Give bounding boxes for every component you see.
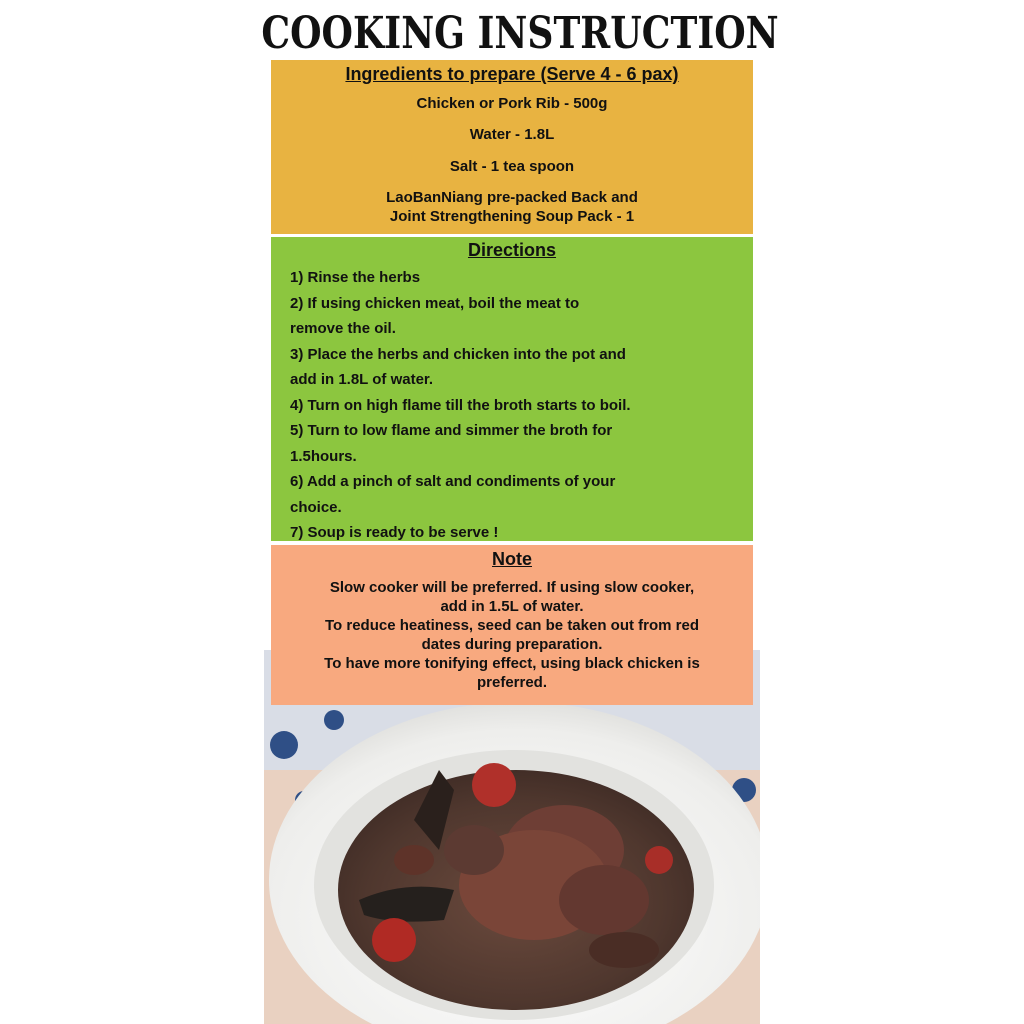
direction-line: add in 1.8L of water. (290, 371, 434, 388)
ingredient-item: LaoBanNiang pre-packed Back and (386, 189, 638, 206)
direction-line: 4) Turn on high flame till the broth starts to boil. (290, 396, 631, 414)
ingredients-heading: Ingredients to prepare (Serve 4 - 6 pax) (345, 64, 679, 84)
note-panel (271, 545, 753, 705)
direction-line: 6) Add a pinch of salt and condiments of your (290, 473, 616, 490)
direction-line: 3) Place the herbs and chicken into the pot and (290, 345, 626, 363)
ingredient-item: Water - 1.8L (469, 126, 555, 143)
directions-list (290, 265, 700, 546)
direction-line: remove the oil. (290, 320, 396, 337)
directions-panel (271, 237, 753, 541)
note-line: Slow cooker will be preferred. If using slow cooker, (329, 579, 695, 596)
note-line: preferred. (476, 674, 548, 691)
direction-line: 1) Rinse the herbs (290, 269, 421, 286)
note-line: To have more tonifying effect, using black chicken is (324, 655, 700, 672)
ingredient-item: Chicken or Pork Rib - 500g (416, 95, 608, 112)
soup-bowl-illustration (264, 650, 760, 1024)
direction-line: 2) If using chicken meat, boil the meat to (290, 294, 580, 312)
note-text (271, 578, 753, 692)
note-heading: Note (492, 549, 532, 569)
direction-line: 5) Turn to low flame and simmer the broth for (290, 422, 613, 439)
direction-line: choice. (290, 498, 342, 516)
note-line: dates during preparation. (421, 636, 603, 653)
soup-photo (264, 650, 760, 1024)
note-line: add in 1.5L of water. (440, 598, 584, 615)
direction-line: 1.5hours. (290, 447, 357, 465)
directions-heading: Directions (467, 240, 557, 260)
ingredient-item: Salt - 1 tea spoon (449, 158, 575, 175)
ingredients-panel (271, 60, 753, 234)
page-title: COOKING INSTRUCTION (261, 8, 779, 59)
ingredient-item: Joint Strengthening Soup Pack - 1 (389, 208, 635, 225)
direction-line: 7) Soup is ready to be serve ! (290, 524, 499, 541)
note-line: To reduce heatiness, seed can be taken out from red (325, 617, 699, 634)
